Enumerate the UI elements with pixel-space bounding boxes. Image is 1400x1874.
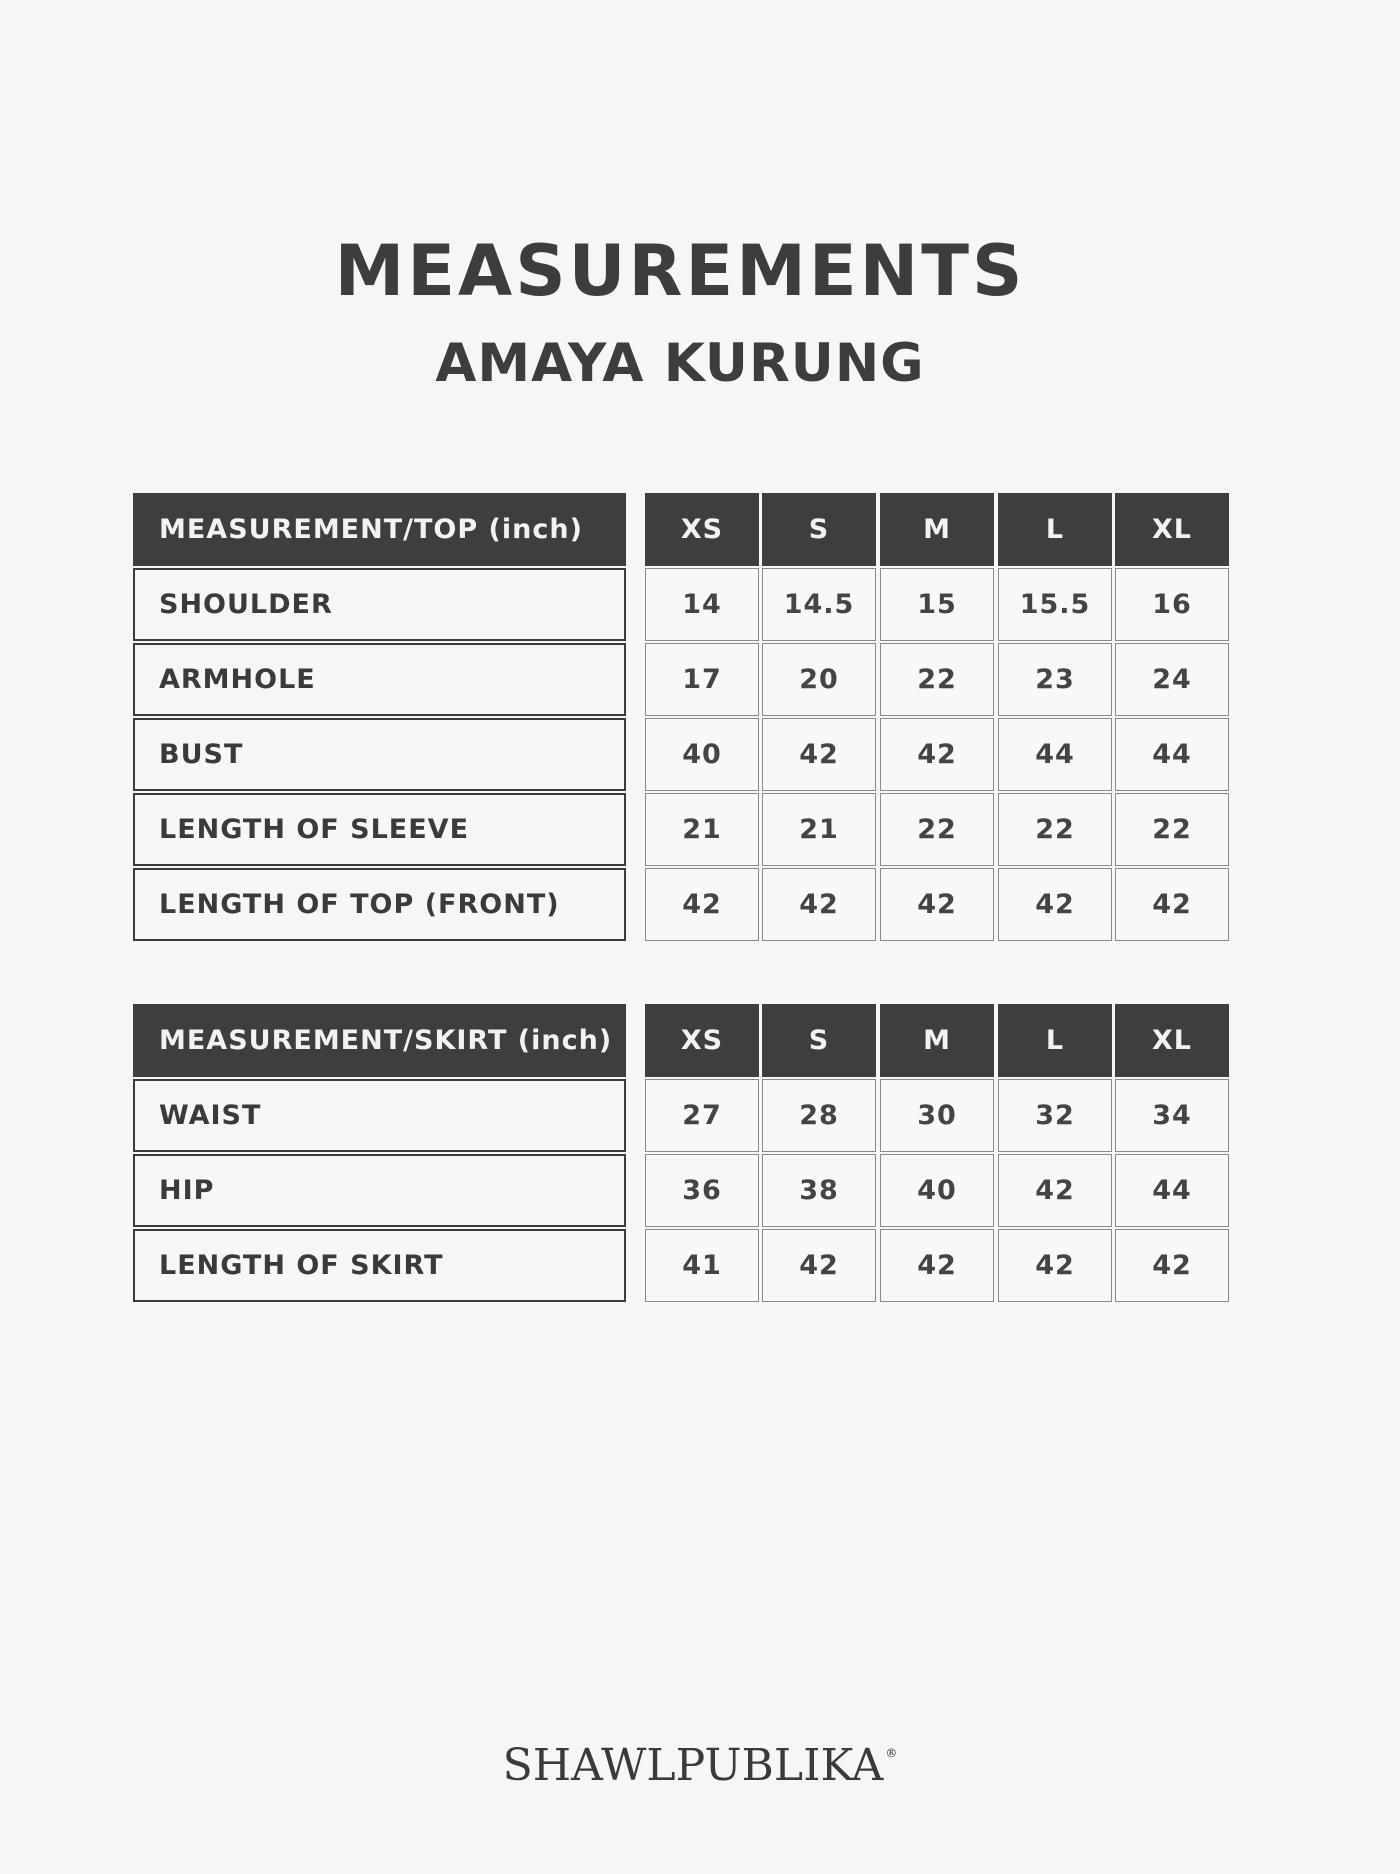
size-header-s: S [762,1004,876,1077]
table-cell: 15.5 [998,568,1112,641]
table-cell: 23 [998,643,1112,716]
brand-logo [0,1740,1400,1791]
table-cell: 14 [645,568,759,641]
product-name: AMAYA KURUNG [435,333,925,394]
table-cell: 27 [645,1079,759,1152]
table-header-label: MEASUREMENT/SKIRT (inch) [133,1004,626,1077]
table-cell: 42 [1115,1229,1229,1302]
table-cell: 14.5 [762,568,876,641]
table-cell: 42 [880,868,994,941]
table-cell: 40 [645,718,759,791]
table-cell: 40 [880,1154,994,1227]
table-cell: 36 [645,1154,759,1227]
size-header-l: L [998,1004,1112,1077]
size-header-s: S [762,493,876,566]
table-cell: 44 [1115,1154,1229,1227]
table-cell: 44 [998,718,1112,791]
table-cell: 42 [762,718,876,791]
page-title: MEASUREMENTS [334,230,1026,312]
table-cell: 24 [1115,643,1229,716]
table-cell: 32 [998,1079,1112,1152]
table-cell: 42 [645,868,759,941]
row-label: WAIST [133,1079,626,1152]
table-cell: 42 [998,1229,1112,1302]
table-cell: 42 [998,868,1112,941]
table-cell: 21 [645,793,759,866]
size-header-m: M [880,493,994,566]
table-cell: 42 [762,868,876,941]
table-cell: 42 [762,1229,876,1302]
size-header-m: M [880,1004,994,1077]
table-cell: 42 [880,718,994,791]
table-cell: 16 [1115,568,1229,641]
size-header-l: L [998,493,1112,566]
table-cell: 22 [1115,793,1229,866]
table-cell: 22 [880,793,994,866]
table-cell: 42 [1115,868,1229,941]
table-cell: 38 [762,1154,876,1227]
size-header-xl: XL [1115,1004,1229,1077]
size-header-xl: XL [1115,493,1229,566]
table-cell: 44 [1115,718,1229,791]
row-label: LENGTH OF SKIRT [133,1229,626,1302]
table-cell: 20 [762,643,876,716]
table-cell: 22 [880,643,994,716]
row-label: SHOULDER [133,568,626,641]
table-cell: 15 [880,568,994,641]
row-label: BUST [133,718,626,791]
table-cell: 42 [880,1229,994,1302]
row-label: LENGTH OF SLEEVE [133,793,626,866]
row-label: LENGTH OF TOP (FRONT) [133,868,626,941]
row-label: ARMHOLE [133,643,626,716]
table-cell: 41 [645,1229,759,1302]
table-cell: 21 [762,793,876,866]
table-cell: 30 [880,1079,994,1152]
row-label: HIP [133,1154,626,1227]
size-header-xs: XS [645,1004,759,1077]
table-cell: 22 [998,793,1112,866]
table-header-label: MEASUREMENT/TOP (inch) [133,493,626,566]
size-header-xs: XS [645,493,759,566]
table-cell: 34 [1115,1079,1229,1152]
registered-mark: ® [885,1746,898,1760]
table-cell: 42 [998,1154,1112,1227]
brand-name: SHAWLPUBLIKA [502,1740,884,1791]
table-cell: 17 [645,643,759,716]
table-cell: 28 [762,1079,876,1152]
